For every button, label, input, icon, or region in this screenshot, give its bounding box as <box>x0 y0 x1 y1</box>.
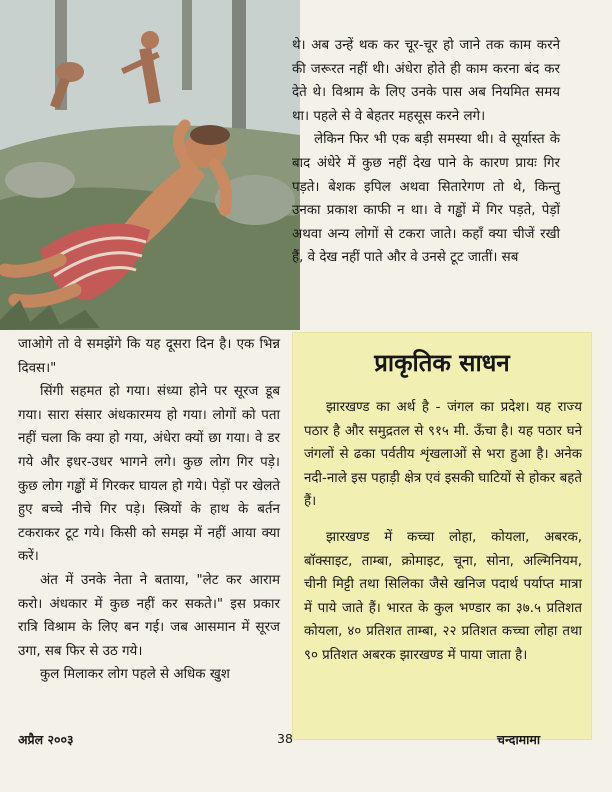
box-title: प्राकृतिक साधन <box>374 349 510 377</box>
illustration-icon <box>0 0 300 330</box>
left-paragraph-4: कुल मिलाकर लोग पहले से अधिक खुश <box>40 667 230 683</box>
magazine-name: चन्दामामा <box>497 732 541 747</box>
right-text-column <box>292 34 560 270</box>
left-paragraph-1: जाओगे तो वे समझेंगे कि यह दूसरा दिन है। एक भिन्न दिवस।" <box>18 337 280 376</box>
right-paragraph-2: लेकिन फिर भी एक बड़ी समस्या थी। वे सूर्यास्त के बाद अंधेरे में कुछ नहीं देख पाने के कारण प्रायः गिर पड़ते। बेशक इपिल अथवा सितारेगण तो थे, किन्तु उनका प्रकाश काफी न था। वे गड्ढों में गिर पड़ते, पेड़ों अथवा अन्य लोगों से टकरा जाते। कहाँ क्या चीजें रखी हैं, वे देख नहीं पाते और वे उनसे टूट जातीं। सब <box>292 132 560 266</box>
box-paragraph-1: झारखण्ड का अर्थ है - जंगल का प्रदेश। यह राज्य पठार है और समुद्रतल से ९१५ मी. ऊँचा है। यह पठार घने जंगलों से ढका पर्वतीय शृंखलाओं से भरा हुआ है। अनेक नदी-नाले इस पहाड़ी क्षेत्र एवं इसकी घाटियों से होकर बहते हैं। <box>304 400 582 510</box>
page-number: 38 <box>277 731 293 746</box>
box-body <box>304 396 582 668</box>
story-illustration <box>0 0 300 330</box>
box-paragraph-2: झारखण्ड में कच्चा लोहा, कोयला, अबरक, बॉक्साइट, ताम्बा, क्रोमाइट, चूना, सोना, अल्मिनियम, चीनी मिट्टी तथा सिलिका जैसे खनिज पदार्थ पर्याप्त मात्रा में पाये जाते हैं। भारत के कुल भण्डार का ३७.५ प्रतिशत कोयला, ४० प्रतिशत ताम्बा, २२ प्रतिशत कच्चा लोहा तथा ९० प्रतिशत अबरक झारखण्ड में पाया जाता है। <box>304 529 582 663</box>
right-paragraph-1: थे। अब उन्हें थक कर चूर-चूर हो जाने तक काम करने की जरूरत नहीं थी। अंधेरा होते ही काम करना बंद कर देते थे। विश्राम के लिए उनके पास अब नियमित समय था। पहले से वे बेहतर महसूस करने लगे। <box>292 38 560 124</box>
left-paragraph-2: सिंगी सहमत हो गया। संध्या होने पर सूरज डूब गया। सारा संसार अंधकारमय हो गया। लोगों को पता नहीं चला कि क्या हो गया, अंधेरा क्यों छा गया। वे डर गये और इधर-उधर भागने लगे। कुछ लोग गिर पड़े। कुछ लोग गड्ढों में गिरकर घायल हो गये। पेड़ों पर खेलते हुए बच्चे नीचे गिर पड़े। स्त्रियों के हाथ के बर्तन टकराकर टूट गये। किसी को समझ में नहीं आया क्या करें। <box>18 384 280 565</box>
left-paragraph-3: अंत में उनके नेता ने बताया, "लेट कर आराम करो। अंधकार में कुछ नहीं कर सकते।" इस प्रकार रात्रि विश्राम के लिए बन गई। जब आसमान में सूरज उगा, सब फिर से उठ गये। <box>18 572 280 659</box>
left-text-column <box>18 333 280 687</box>
natural-resources-box <box>292 332 592 740</box>
footer-date: अप्रैल २००३ <box>18 732 74 747</box>
